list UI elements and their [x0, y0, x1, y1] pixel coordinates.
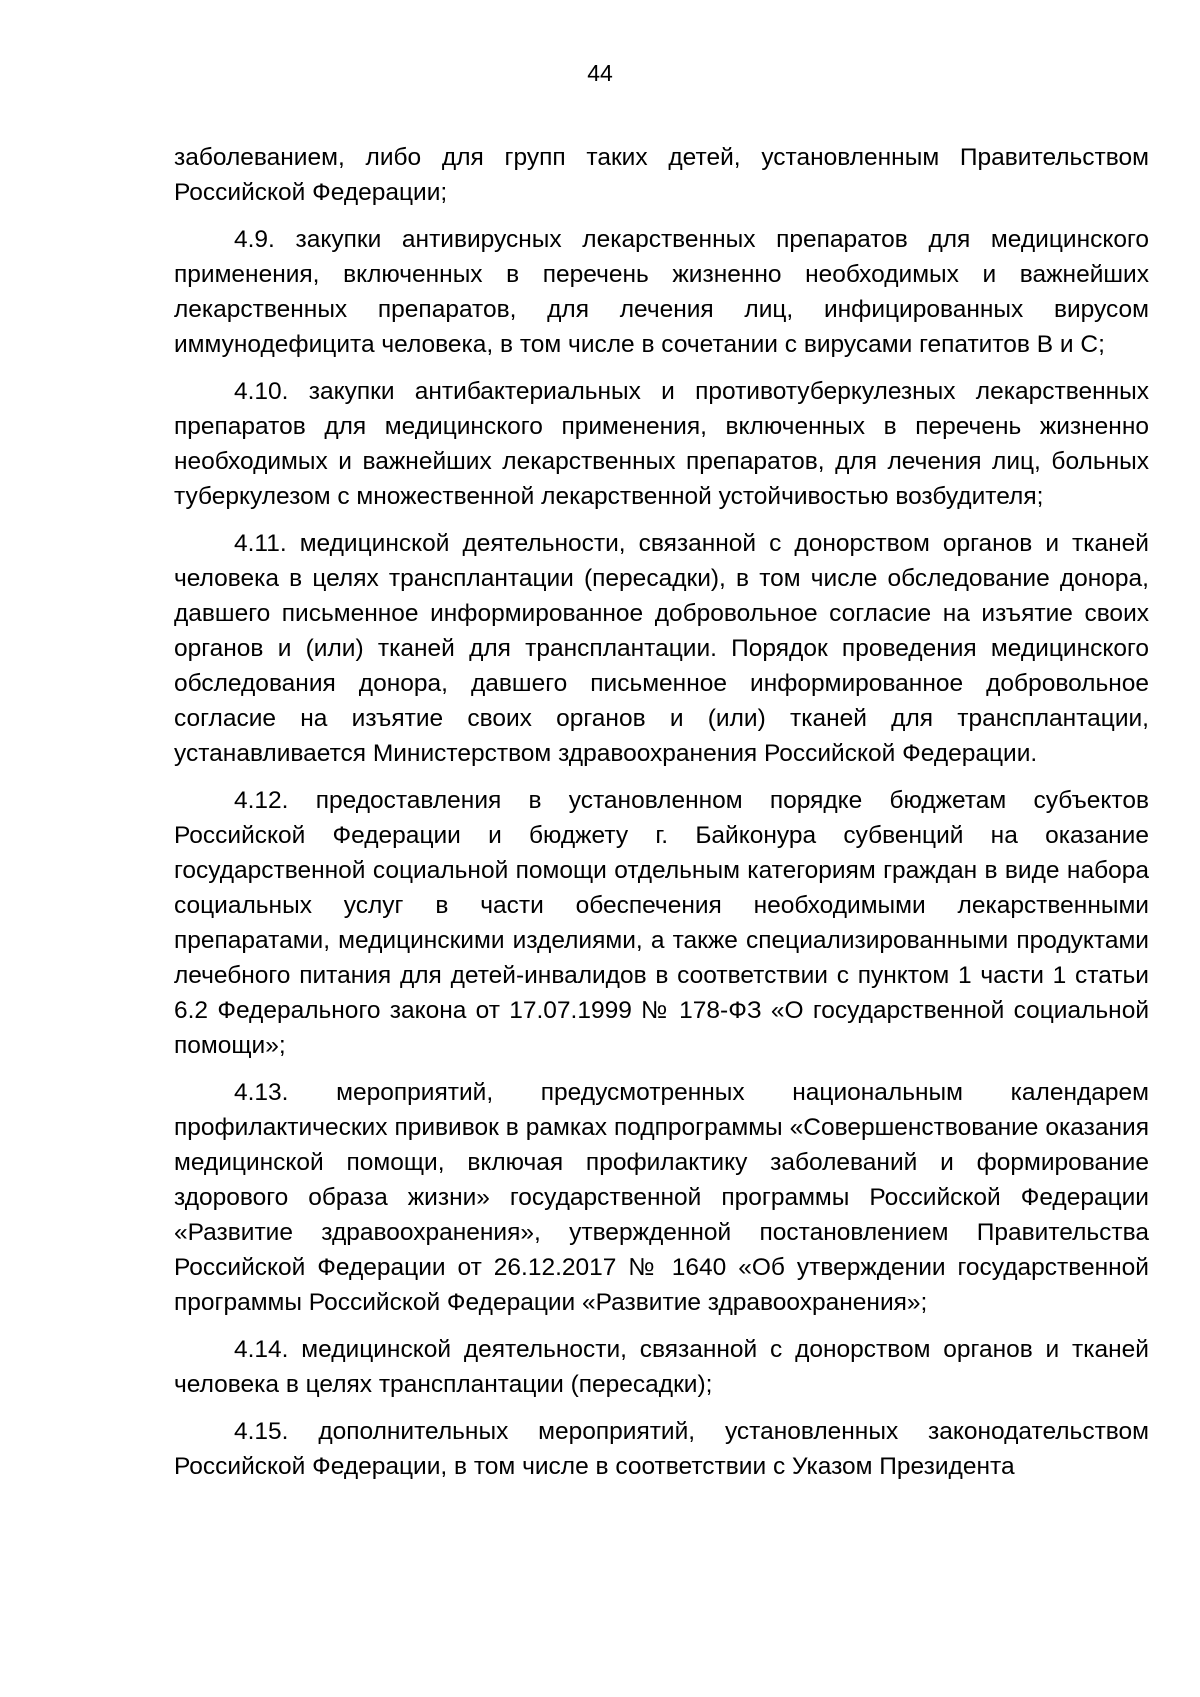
paragraph-4-11: 4.11. медицинской деятельности, связанной с донорством органов и тканей человека в целях трансплантации (пересадки), в том числе обследование донора, давшего письменное информированное добровольное согласие на изъятие своих органов и (или) тканей для трансплантации. Порядок проведения медицинского обследования донора, давшего письменное информированное добровольное согласие на изъятие своих органов и (или) тканей для трансплантации, устанавливается Министерством здравоохранения Российской Федерации. [174, 530, 1149, 767]
document-body [174, 140, 1149, 1496]
paragraph-4-9: 4.9. закупки антивирусных лекарственных препаратов для медицинского применения, включенных в перечень жизненно необходимых и важнейших лекарственных препаратов, для лечения лиц, инфицированных вирусом иммунодефицита человека, в том числе в сочетании с вирусами гепатитов B и C; [174, 226, 1149, 358]
paragraph-4-10: 4.10. закупки антибактериальных и противотуберкулезных лекарственных препаратов для медицинского применения, включенных в перечень жизненно необходимых и важнейших лекарственных препаратов, для лечения лиц, больных туберкулезом с множественной лекарственной устойчивостью возбудителя; [174, 378, 1149, 510]
paragraph-4-12: 4.12. предоставления в установленном порядке бюджетам субъектов Российской Федерации и бюджету г. Байконура субвенций на оказание государственной социальной помощи отдельным категориям граждан в виде набора социальных услуг в части обеспечения необходимыми лекарственными препаратами, медицинскими изделиями, а также специализированными продуктами лечебного питания для детей-инвалидов в соответствии с пунктом 1 части 1 статьи 6.2 Федерального закона от 17.07.1999 № 178-ФЗ «О государственной социальной помощи»; [174, 787, 1149, 1059]
paragraph-4-13: 4.13. мероприятий, предусмотренных национальным календарем профилактических прививок в рамках подпрограммы «Совершенствование оказания медицинской помощи, включая профилактику заболеваний и формирование здорового образа жизни» государственной программы Российской Федерации «Развитие здравоохранения», утвержденной постановлением Правительства Российской Федерации от 26.12.2017 № 1640 «Об утверждении государственной программы Российской Федерации «Развитие здравоохранения»; [174, 1079, 1149, 1316]
paragraph-4-14: 4.14. медицинской деятельности, связанной с донорством органов и тканей человека в целях трансплантации (пересадки); [174, 1336, 1149, 1398]
page-number: 44 [587, 60, 613, 86]
paragraph-continuation: заболеванием, либо для групп таких детей, установленным Правительством Российской Федерации; [174, 144, 1149, 206]
paragraph-4-15: 4.15. дополнительных мероприятий, установленных законодательством Российской Федерации, в том числе в соответствии с Указом Президента [174, 1418, 1149, 1480]
